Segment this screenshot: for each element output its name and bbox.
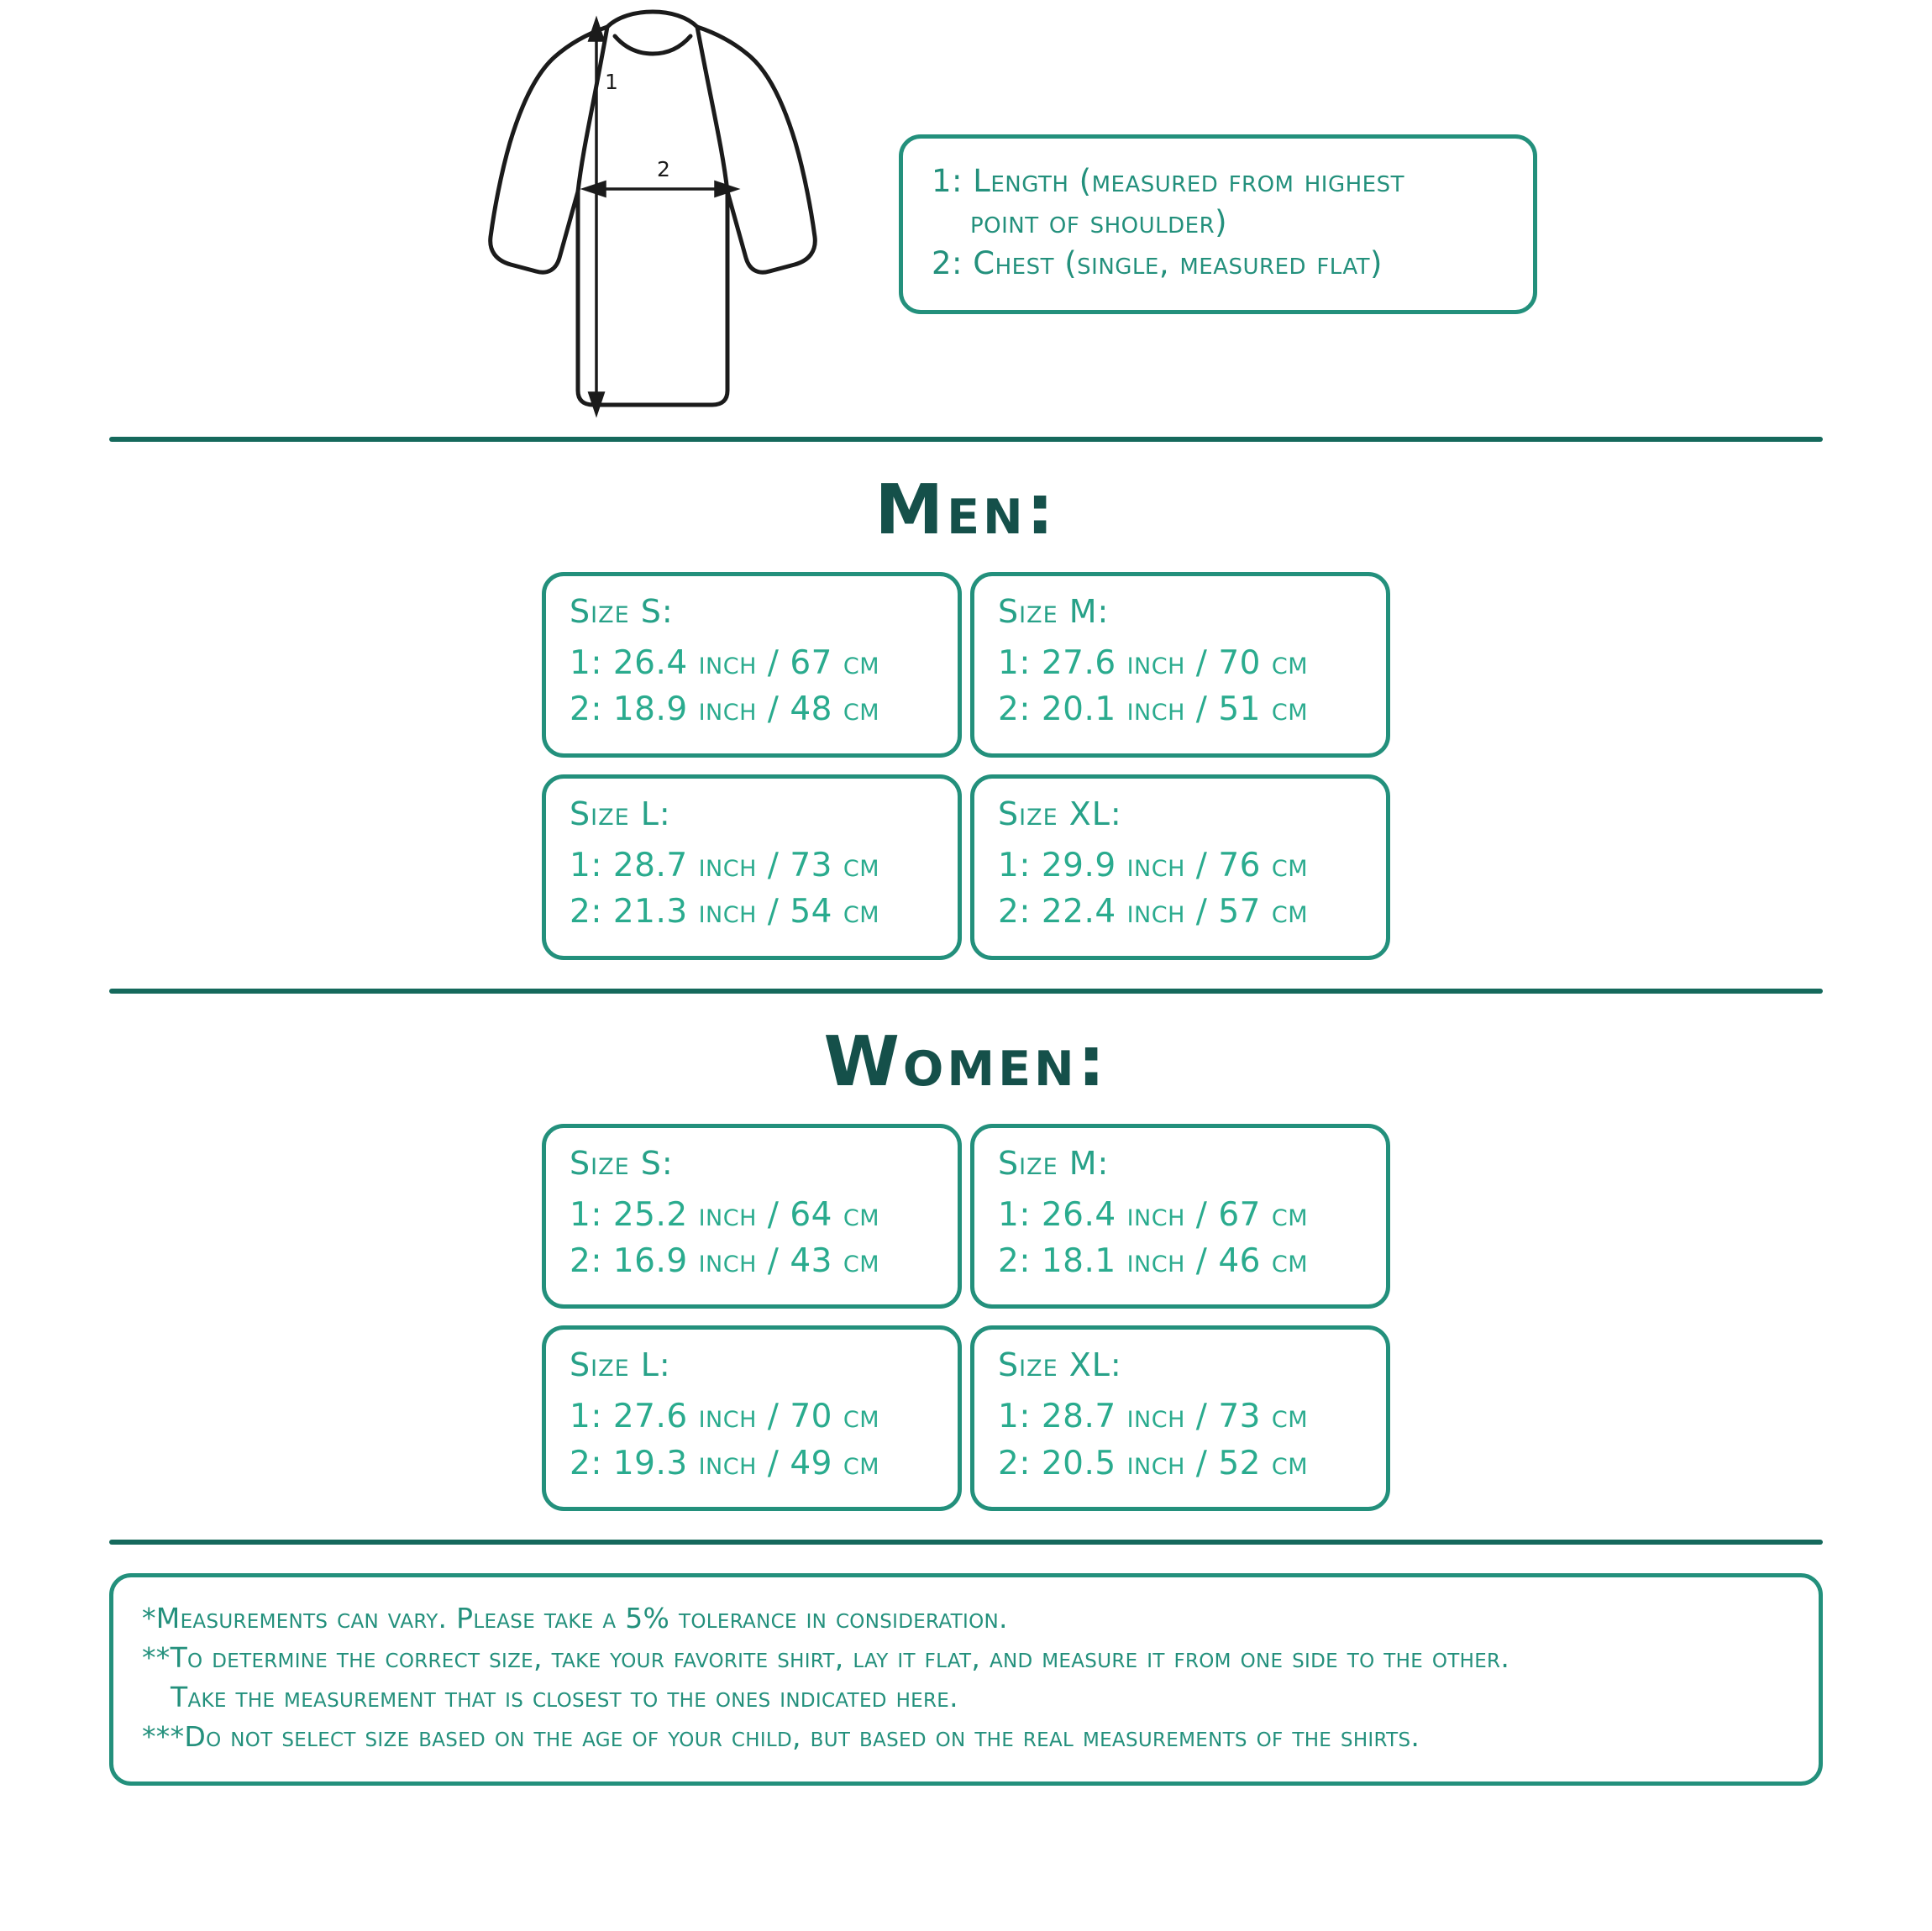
legend-line-chest: 2: Chest (single, measured flat) [932,245,1383,282]
size-card-title: Size M: [998,593,1110,630]
size-card-chest: 2: 21.3 inch / 54 cm [570,893,880,931]
size-card-title: Size XL: [998,795,1122,832]
size-card-women-xl [970,1325,1390,1511]
size-card-length: 1: 29.9 inch / 76 cm [998,846,1309,884]
footnote-age: ***Do not select size based on the age of your child, but based on the real measurements of the shirts. [142,1719,1420,1753]
size-card-chest: 2: 18.1 inch / 46 cm [998,1241,1309,1280]
size-card-length: 1: 26.4 inch / 67 cm [570,644,880,682]
divider-bottom [109,1540,1823,1545]
legend-line-length-cont: point of shoulder) [970,204,1228,241]
size-cards-men [542,572,1390,960]
size-card-length: 1: 26.4 inch / 67 cm [998,1195,1309,1234]
size-card-women-s [542,1124,962,1309]
size-card-men-s [542,572,962,758]
shirt-diagram [470,8,848,428]
size-card-length: 1: 27.6 inch / 70 cm [998,644,1309,682]
size-card-title: Size M: [998,1144,1110,1182]
divider-top [109,437,1823,442]
label-1: 1 [605,70,618,94]
section-title-men: Men: [874,470,1058,550]
footnote-tolerance: *Measurements can vary. Please take a 5% tolerance in consideration. [142,1602,1008,1635]
size-card-chest: 2: 19.3 inch / 49 cm [570,1444,880,1482]
footnote-measure-cont: Take the measurement that is closest to the ones indicated here. [171,1680,958,1713]
size-card-title: Size L: [570,1346,671,1384]
size-cards-women [542,1124,1390,1512]
long-sleeve-shirt-icon [470,8,848,428]
size-card-men-xl [970,774,1390,960]
size-card-length: 1: 28.7 inch / 73 cm [998,1398,1309,1436]
size-card-chest: 2: 22.4 inch / 57 cm [998,893,1309,931]
size-card-title: Size XL: [998,1346,1122,1384]
size-card-length: 1: 28.7 inch / 73 cm [570,846,880,884]
footnotes-box [109,1573,1823,1786]
size-card-length: 1: 25.2 inch / 64 cm [570,1195,880,1234]
size-card-chest: 2: 16.9 inch / 43 cm [570,1241,880,1280]
size-card-men-m [970,572,1390,758]
size-card-title: Size S: [570,1144,674,1182]
size-card-women-m [970,1124,1390,1309]
section-title-women: Women: [823,1021,1109,1102]
divider-middle [109,989,1823,994]
size-card-title: Size L: [570,795,671,832]
footnote-measure: **To determine the correct size, take your favorite shirt, lay it flat, and measure it from one side to the other. [142,1640,1510,1674]
size-card-women-l [542,1325,962,1511]
size-card-chest: 2: 20.5 inch / 52 cm [998,1444,1309,1482]
size-card-length: 1: 27.6 inch / 70 cm [570,1398,880,1436]
size-card-men-l [542,774,962,960]
illustration-area [0,0,1932,437]
legend-line-length: 1: Length (measured from highest [932,163,1404,199]
label-2: 2 [657,157,670,181]
size-card-chest: 2: 20.1 inch / 51 cm [998,690,1309,729]
size-card-chest: 2: 18.9 inch / 48 cm [570,690,880,729]
legend-box [899,134,1537,314]
size-card-title: Size S: [570,593,674,630]
